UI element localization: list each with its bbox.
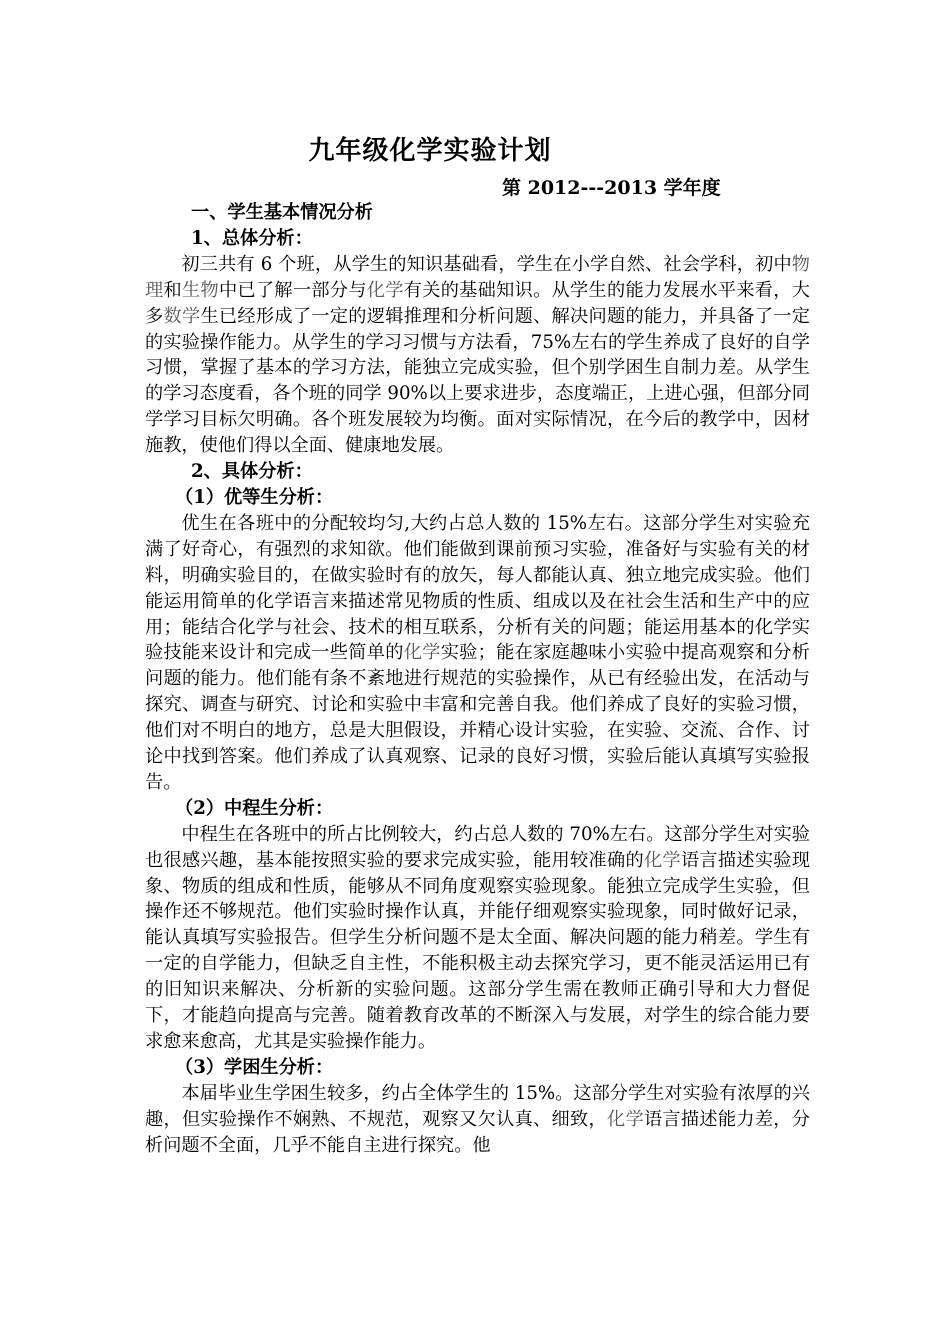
- paragraph-middle-students: [145, 822, 810, 1055]
- subject-link[interactable]: 数学: [163, 305, 201, 327]
- text-run: 优生在各班中的分配较均匀,大约占总人数的 15%左右。这部分学生对实验充满了好奇心，有强烈的求知欲。他们能做到课前预习实验，准备好与实验有关的材料，明确实验目的，在做实验时有的放矢，每人都能认真、独立地完成实验。他们能运用简单的化学语言来描述常见物质的性质、组成以及在社会生活和生产中的应用；能结合化学与社会、技术的相互联系，分析有关的问题；能运用基本的化学实验技能来设计和完成一些简单的: [145, 512, 810, 664]
- paragraph-struggling-students: [145, 1081, 810, 1159]
- paragraph-top-students: [145, 511, 810, 796]
- subheading-overall-analysis: 1、总体分析：: [191, 227, 313, 249]
- section-heading-student-analysis: 一、学生基本情况分析: [191, 202, 373, 223]
- subject-link[interactable]: 生物: [181, 279, 219, 301]
- text-run: 本届毕业生学困生较多，约占全体学生的 15%。这部分学生对实验有浓厚的兴趣，但实验操作不娴熟、不规范，观察又欠认真、细致，: [145, 1082, 810, 1130]
- text-run: 语言描述能力差，分析问题不全面，几乎不能自主进行探究。他: [145, 1108, 810, 1156]
- subject-link[interactable]: 化学: [366, 279, 404, 301]
- text-run: 中程生在各班中的所占比例较大，约占总人数的 70%左右。这部分学生对实验也很感兴趣，基本能按照实验的要求完成实验，能用较准确的: [145, 823, 810, 871]
- heading-struggling-students: （3）学困生分析：: [175, 1056, 334, 1078]
- document-body: [145, 200, 810, 1159]
- subject-link[interactable]: 物理: [145, 253, 810, 301]
- school-year: 第 2012---2013 学年度: [502, 177, 721, 199]
- text-run: 中已了解一部分与: [218, 279, 367, 301]
- text-run: 有关的基础知识。从学生的能力发展水平来看，大多: [145, 279, 810, 327]
- text-run: 和: [163, 279, 182, 301]
- text-run: 生已经形成了一定的逻辑推理和分析问题、解决问题的能力，并具备了一定的实验操作能力。从学生的学习习惯与方法看，75%左右的学生养成了良好的自学习惯，掌握了基本的学习方法，能独立完成实验，但个别学困生自制力差。从学生的学习态度看，各个班的同学 90%以上要求进步，态度端正，上进心强，但部分同学学习目标欠明确。各个班发展较为均衡。面对实际情况，在今后的教学中，因材施教，使他们得以全面、健康地发展。: [145, 305, 810, 457]
- document-title: 九年级化学实验计划: [308, 136, 552, 166]
- text-run: 初三共有 6 个班，从学生的知识基础看，学生在小学自然、社会学科，初中: [181, 253, 792, 275]
- heading-middle-students: （2）中程生分析：: [175, 797, 334, 819]
- text-run: 语言描述实验现象、物质的组成和性质，能够从不同角度观察实验现象。能独立完成学生实验，但操作还不够规范。他们实验时操作认真，并能仔细观察实验现象，同时做好记录，能认真填写实验报告。但学生分析问题不是太全面、解决问题的能力稍差。学生有一定的自学能力，但缺乏自主性，不能积极主动去探究学习，更不能灵活运用已有的旧知识来解决、分析新的实验问题。这部分学生需在教师正确引导和大力督促下，才能趋向提高与完善。随着教育改革的不断深入与发展，对学生的综合能力要求愈来愈高，尤其是实验操作能力。: [145, 849, 810, 1052]
- text-run: 实验；能在家庭趣味小实验中提高观察和分析问题的能力。他们能有条不紊地进行规范的实验操作，从已有经验出发，在活动与探究、调查与研究、讨论和实验中丰富和完善自我。他们养成了良好的实验习惯，他们对不明白的地方，总是大胆假设，并精心设计实验，在实验、交流、合作、讨论中找到答案。他们养成了认真观察、记录的良好习惯，实验后能认真填写实验报告。: [145, 642, 810, 793]
- subject-link[interactable]: 化学: [403, 642, 441, 664]
- subject-link[interactable]: 化学: [606, 1108, 644, 1130]
- subheading-specific-analysis: 2、具体分析：: [191, 461, 313, 483]
- paragraph-overall-analysis: [145, 252, 810, 459]
- subject-link[interactable]: 化学: [643, 849, 681, 871]
- heading-top-students: （1）优等生分析：: [175, 486, 334, 508]
